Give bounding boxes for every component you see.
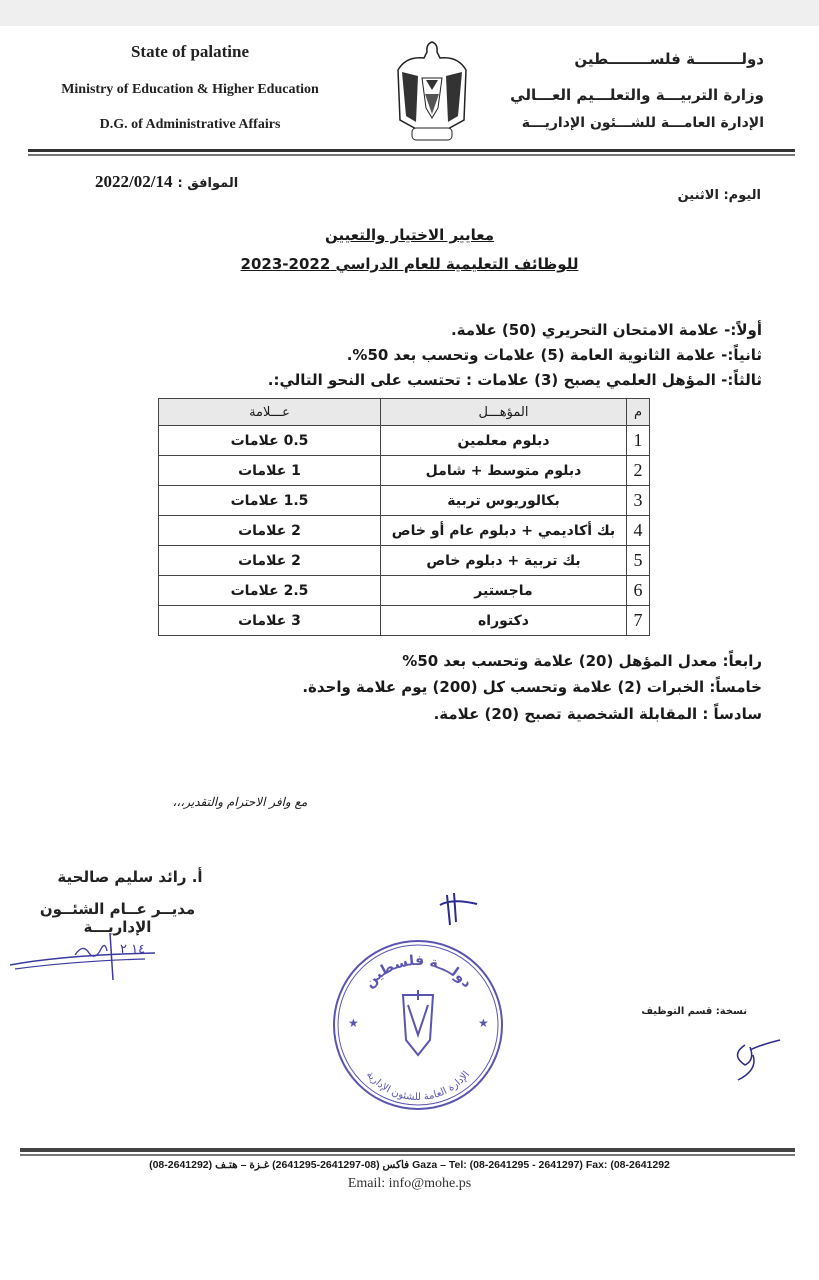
row-number: 7 xyxy=(627,606,650,636)
row-mark: 1.5 علامات xyxy=(159,486,381,516)
row-mark: 2 علامات xyxy=(159,516,381,546)
table-row xyxy=(159,576,650,606)
document-title: معايير الاختيار والتعيين xyxy=(325,226,494,244)
signatory-position: مديــر عــام الشئــون الإداريـــة xyxy=(39,900,196,936)
qualifications-table xyxy=(158,398,650,636)
day-label: اليوم: الاثنين xyxy=(677,188,761,203)
col-header-number: م xyxy=(627,399,650,426)
footer-email: Email: info@mohe.ps xyxy=(347,1176,472,1191)
handwritten-signature xyxy=(5,925,175,985)
date-value: 2022/02/14 xyxy=(95,172,173,191)
table-row xyxy=(159,486,650,516)
table-row xyxy=(159,516,650,546)
row-number: 1 xyxy=(627,426,650,456)
footer-divider xyxy=(20,1148,795,1152)
row-qualification: بك تربية + دبلوم خاص xyxy=(381,546,627,576)
row-qualification: ماجستير xyxy=(381,576,627,606)
palestine-emblem-logo xyxy=(392,38,472,148)
header-divider-thin xyxy=(28,154,795,156)
official-stamp xyxy=(328,935,508,1115)
row-qualification: دكتوراه xyxy=(381,606,627,636)
row-mark: 0.5 علامات xyxy=(159,426,381,456)
row-mark: 3 علامات xyxy=(159,606,381,636)
cc-initials xyxy=(725,1035,785,1085)
header-en-state: State of palatine xyxy=(130,42,250,61)
col-header-qualification: المؤهـــل xyxy=(381,399,627,426)
header-ar-ministry: وزارة التربيـــة والتعلـــيم العـــالي xyxy=(510,86,764,104)
header-divider xyxy=(28,149,795,152)
table-row xyxy=(159,456,650,486)
criterion-2: ثانياً:- علامة الثانوية العامة (5) علامات وتحسب بعد 50%. xyxy=(346,346,762,364)
svg-text:الإدارة العامة للشئون الإدارية xyxy=(364,1069,472,1103)
stamp-text-top: دولـــة فلسطين xyxy=(361,952,475,992)
date-label: الموافق : xyxy=(177,176,239,191)
row-mark: 1 علامات xyxy=(159,456,381,486)
row-mark: 2 علامات xyxy=(159,546,381,576)
closing-text: مع وافر الاحترام والتقدير،،، xyxy=(172,795,308,809)
table-row xyxy=(159,606,650,636)
row-number: 3 xyxy=(627,486,650,516)
row-number: 2 xyxy=(627,456,650,486)
top-bar xyxy=(0,0,819,26)
criterion-3: ثالثاً:- المؤهل العلمي يصبح (3) علامات : تحتسب على النحو التالي:. xyxy=(267,371,762,389)
row-qualification: بكالوريوس تربية xyxy=(381,486,627,516)
table-row xyxy=(159,426,650,456)
svg-text:★: ★ xyxy=(348,1016,359,1030)
criterion-4: رابعاً: معدل المؤهل (20) علامة وتحسب بعد 50% xyxy=(402,652,762,670)
initials-mark xyxy=(432,890,482,930)
row-number: 5 xyxy=(627,546,650,576)
row-qualification: دبلوم معلمين xyxy=(381,426,627,456)
document-subtitle: للوظائف التعليمية للعام الدراسي 2022-2023 xyxy=(240,255,579,273)
criterion-5: خامساً: الخبرات (2) علامة وتحسب كل (200) يوم علامة واحدة. xyxy=(302,678,762,696)
footer-divider-thin xyxy=(20,1154,795,1156)
row-qualification: بك أكاديمي + دبلوم عام أو خاص xyxy=(381,516,627,546)
stamp-text-bottom: الإدارة العامة للشئون الإدارية xyxy=(363,1069,473,1104)
table-row xyxy=(159,546,650,576)
signature-date: ١٤ ٢ xyxy=(120,942,146,957)
table-header-row xyxy=(159,399,650,426)
svg-text:دولـــة فلسطين xyxy=(361,953,474,991)
footer-contact: (08-2641292) فاكس (08-2641297-2641295) غـزة – هتـف Gaza – Tel: (08-2641295 - 2641297) Fax: (08-2641292 xyxy=(149,1159,670,1171)
header-ar-dg: الإدارة العامـــة للشـــئون الإداريـــة xyxy=(521,115,764,131)
criterion-1: أولاً:- علامة الامتحان التحريري (50) علامة. xyxy=(450,321,762,339)
row-number: 4 xyxy=(627,516,650,546)
cc-label: نسخة: قسم التوظيف xyxy=(641,1006,747,1017)
row-mark: 2.5 علامات xyxy=(159,576,381,606)
header-en-ministry: Ministry of Education & Higher Education xyxy=(61,82,319,97)
header-en-dg: D.G. of Administrative Affairs xyxy=(99,117,281,132)
col-header-mark: عـــلامة xyxy=(159,399,381,426)
signatory-name: أ. رائد سليم صالحية xyxy=(57,868,203,886)
header-ar-state: دولـــــــــة فلســــــــطين xyxy=(574,50,764,68)
svg-text:★: ★ xyxy=(478,1016,489,1030)
row-number: 6 xyxy=(627,576,650,606)
row-qualification: دبلوم متوسط + شامل xyxy=(381,456,627,486)
date-line xyxy=(95,172,238,192)
criterion-6: سادساً : المقابلة الشخصية تصبح (20) علامة. xyxy=(433,705,762,723)
